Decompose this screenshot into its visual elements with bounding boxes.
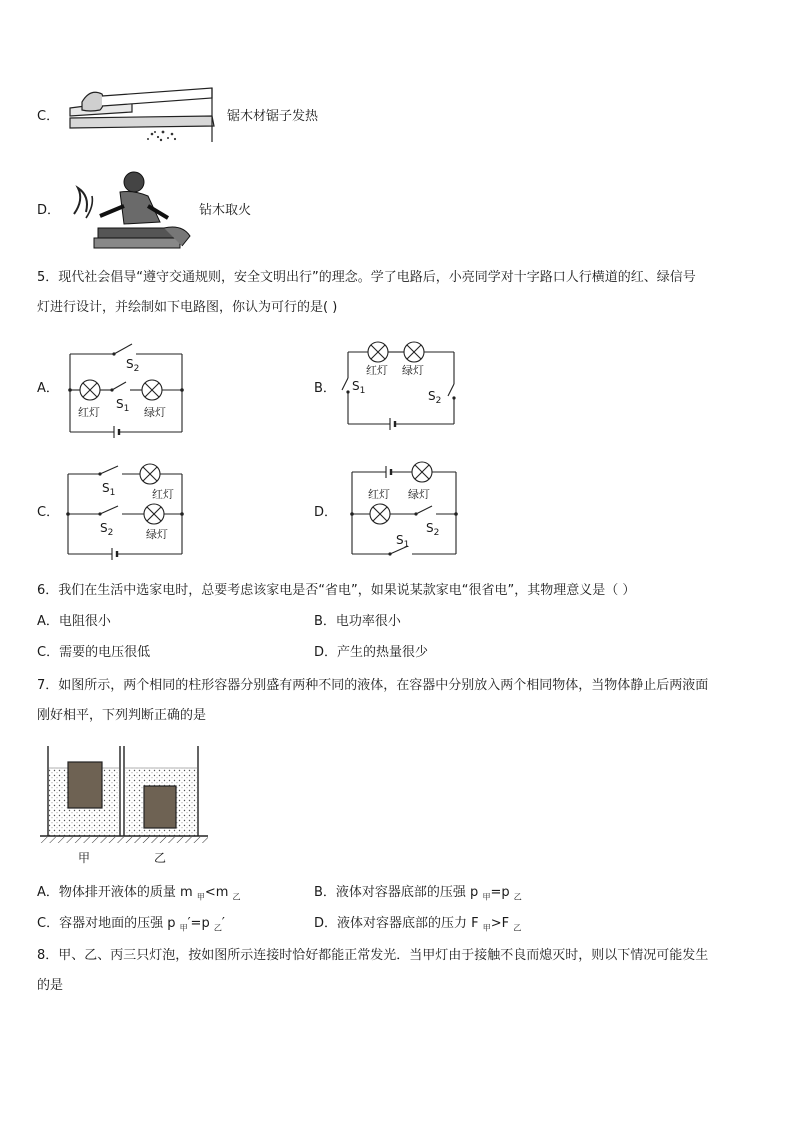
q5-stem-line1: 5．现代社会倡导“遵守交通规则，安全文明出行”的理念。学了电路后，小亮同学对十字路口人行横道的红、绿信号 xyxy=(37,270,696,285)
q7-stem-line1: 7．如图所示，两个相同的柱形容器分别盛有两种不同的液体，在容器中分别放入两个相同物体，当物体静止后两液面 xyxy=(37,678,709,693)
q5c-s2-label: $S_2$ xyxy=(100,521,114,538)
q5b-s1-label: $S_1$ xyxy=(352,379,366,396)
q6-option-d: D．产生的热量很少 xyxy=(314,645,429,660)
q7-option-d: D．液体对容器底部的压力 F $_甲$>F $_乙$ xyxy=(314,916,522,933)
q4-option-d-text: 钻木取火 xyxy=(199,203,252,218)
q5d-red-label: 红灯 xyxy=(368,488,390,501)
q5c-s1-label: $S_1$ xyxy=(102,481,116,498)
q6-option-a: A．电阻很小 xyxy=(37,614,111,629)
q4-option-c-letter: C． xyxy=(37,109,60,124)
q5c-red-label: 红灯 xyxy=(152,488,174,501)
q7-option-a: A．物体排开液体的质量 m $_甲$<m $_乙$ xyxy=(37,885,241,902)
q5c-green-label: 绿灯 xyxy=(146,528,168,541)
q5d-s1-label: $S_1$ xyxy=(396,533,410,550)
q5-option-a-letter: A． xyxy=(37,381,59,396)
q5a-green-label: 绿灯 xyxy=(144,406,166,419)
q5a-s1-label: $S_1$ xyxy=(116,397,130,414)
q4-option-d-letter: D． xyxy=(37,203,61,218)
q7-stem-line2: 刚好相平，下列判断正确的是 xyxy=(37,708,207,723)
q5-option-d-letter: D． xyxy=(314,505,338,520)
q4-option-c-text: 锯木材锯子发热 xyxy=(227,109,319,124)
q8-stem-line1: 8．甲、乙、丙三只灯泡，按如图所示连接时恰好都能正常发光．当甲灯由于接触不良而熄灭时，则以下情况可能发生 xyxy=(37,948,709,963)
q5a-s2-label: $S_2$ xyxy=(126,357,140,374)
q5b-red-label: 红灯 xyxy=(366,364,388,377)
q8-stem-line2: 的是 xyxy=(37,978,64,993)
q5d-green-label: 绿灯 xyxy=(408,488,430,501)
q6-option-b: B．电功率很小 xyxy=(314,614,401,629)
q6-option-c: C．需要的电压很低 xyxy=(37,645,151,660)
saw-wood-illustration xyxy=(62,82,222,150)
q7-containers-figure xyxy=(38,744,210,866)
q5-circuit-c xyxy=(64,458,188,562)
q5-circuit-d xyxy=(346,458,462,562)
q7-label-yi: 乙 xyxy=(154,851,167,865)
q5a-red-label: 红灯 xyxy=(78,406,100,419)
q5d-s2-label: $S_2$ xyxy=(426,521,440,538)
drill-wood-fire-illustration xyxy=(64,166,198,256)
q5-circuit-a xyxy=(64,336,188,440)
q5-option-b-letter: B． xyxy=(314,381,336,396)
q5-option-c-letter: C． xyxy=(37,505,60,520)
q7-option-b: B．液体对容器底部的压强 p $_甲$=p $_乙$ xyxy=(314,885,522,902)
q5-circuit-b xyxy=(338,338,462,430)
q5b-green-label: 绿灯 xyxy=(402,364,424,377)
q7-label-jia: 甲 xyxy=(78,851,91,865)
q5-stem-line2: 灯进行设计，并绘制如下电路图，你认为可行的是( ) xyxy=(37,300,338,315)
q5b-s2-label: $S_2$ xyxy=(428,389,442,406)
q6-stem: 6．我们在生活中选家电时，总要考虑该家电是否“省电”，如果说某款家电“很省电”，其物理意义是（ ） xyxy=(37,583,636,598)
q7-option-c: C．容器对地面的压强 p $_甲$′=p $_乙$′ xyxy=(37,916,225,933)
